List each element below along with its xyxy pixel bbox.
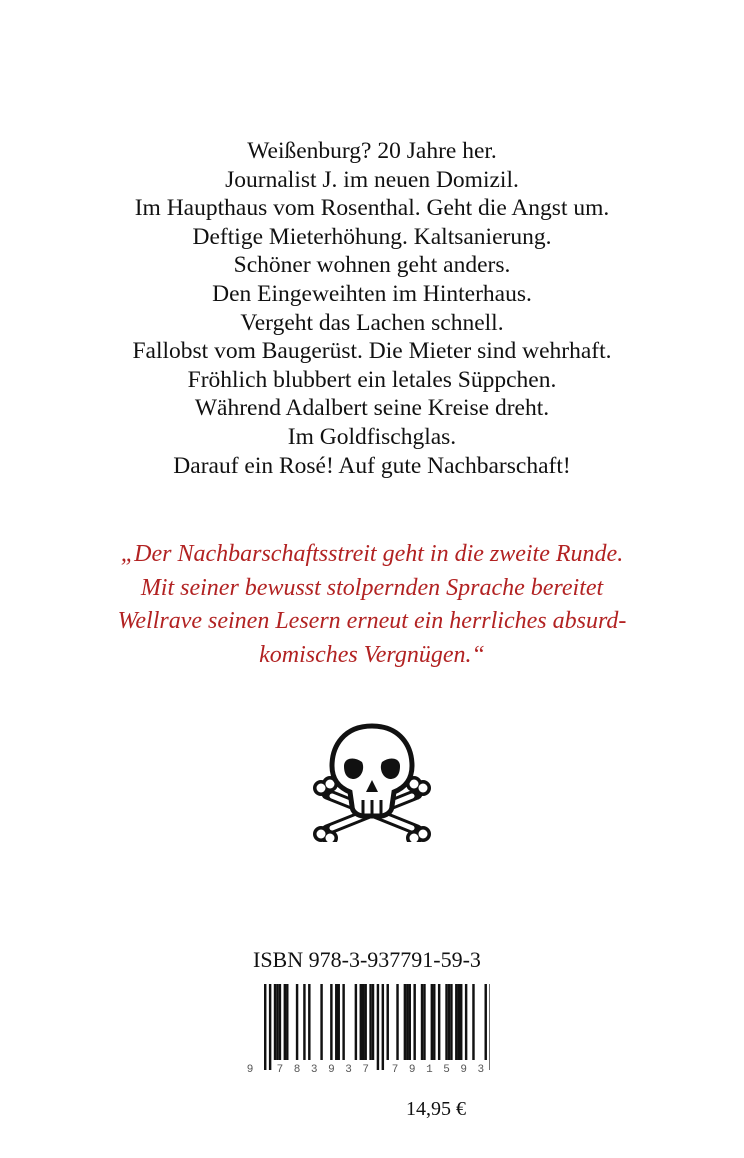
barcode-bar <box>450 984 452 1060</box>
blurb-line: Deftige Mieterhöhung. Kaltsanierung. <box>192 223 552 250</box>
barcode-bar <box>286 984 288 1060</box>
barcode-digit: 3 <box>345 1064 352 1074</box>
isbn-label: ISBN 978-3-937791-59-3 <box>253 947 481 972</box>
barcode-bar <box>377 984 379 1070</box>
barcode-bar <box>360 984 362 1060</box>
barcode-bar <box>431 984 433 1060</box>
quote-line: Wellrave seinen Lesern erneut ein herrliches absurd- <box>117 608 627 634</box>
blurb-line: Schöner wohnen geht anders. <box>233 252 511 279</box>
barcode-bar <box>264 984 266 1070</box>
barcode-digit: 7 <box>362 1064 369 1074</box>
barcode-digit: 5 <box>443 1064 450 1074</box>
barcode-bar <box>372 984 374 1060</box>
barcode-digit: 9 <box>328 1064 335 1074</box>
barcode-bar <box>421 984 423 1060</box>
barcode-bar <box>460 984 462 1060</box>
barcode-bar <box>409 984 411 1060</box>
barcode-bar <box>308 984 310 1060</box>
barcode-bar <box>362 984 364 1060</box>
barcode-bar <box>296 984 298 1060</box>
blurb-line: Während Adalbert seine Kreise dreht. <box>194 395 550 422</box>
barcode-bar <box>489 984 490 1070</box>
barcode-bar <box>269 984 271 1070</box>
skull-and-crossbones-icon <box>310 722 434 842</box>
barcode-bar <box>279 984 281 1060</box>
barcode-bar <box>433 984 435 1060</box>
blurb-line: Vergeht das Lachen schnell. <box>240 309 504 336</box>
barcode-bar <box>387 984 389 1060</box>
blurb-line: Im Goldfischglas. <box>287 423 457 450</box>
blurb-line: Journalist J. im neuen Domizil. <box>225 166 519 193</box>
blurb-line: Weißenburg? 20 Jahre her. <box>247 138 497 164</box>
barcode-bar <box>382 984 384 1070</box>
barcode-bar <box>406 984 408 1060</box>
blurb-line: Darauf ein Rosé! Auf gute Nachbarschaft! <box>173 452 571 479</box>
barcode <box>240 978 490 1074</box>
barcode-digit: 3 <box>477 1064 485 1074</box>
barcode-bar <box>465 984 467 1060</box>
barcode-bar <box>485 984 487 1060</box>
barcode-digit: 9 <box>408 1064 416 1074</box>
price-label: 14,95 € <box>406 1098 466 1120</box>
barcode-digit: 9 <box>460 1064 467 1074</box>
barcode-bar <box>330 984 332 1060</box>
barcode-bar <box>364 984 366 1060</box>
blurb-line: Den Eingeweihten im Hinterhaus. <box>212 280 532 307</box>
barcode-bar <box>396 984 398 1060</box>
barcode-bar <box>438 984 440 1060</box>
barcode-digit: 7 <box>391 1064 399 1074</box>
quote-line: Mit seiner bewusst stolpernden Sprache bereitet <box>140 574 604 601</box>
barcode-digit: 3 <box>310 1064 318 1074</box>
barcode-digit: 1 <box>426 1064 433 1074</box>
barcode-bar <box>404 984 406 1060</box>
barcode-bar <box>423 984 425 1060</box>
quote-line: komisches Vergnügen.“ <box>259 641 485 668</box>
barcode-bar <box>274 984 276 1060</box>
blurb-line: Fröhlich blubbert ein letales Süppchen. <box>187 366 557 393</box>
barcode-bar <box>338 984 340 1060</box>
barcode-bar <box>335 984 337 1060</box>
review-quote <box>0 538 744 672</box>
barcode-digit: 8 <box>293 1064 301 1074</box>
barcode-bar <box>448 984 450 1060</box>
barcode-bar <box>458 984 460 1060</box>
barcode-bar <box>320 984 322 1060</box>
barcode-bar <box>284 984 286 1060</box>
barcode-bar <box>342 984 344 1060</box>
blurb-line: Fallobst vom Baugerüst. Die Mieter sind wehrhaft. <box>132 338 612 365</box>
quote-line: „Der Nachbarschaftsstreit geht in die zweite Runde. <box>120 541 624 567</box>
barcode-bar <box>303 984 305 1060</box>
barcode-bar <box>472 984 474 1060</box>
barcode-bar <box>413 984 415 1060</box>
barcode-bar <box>369 984 371 1060</box>
blurb-text <box>0 137 744 480</box>
barcode-bar <box>276 984 278 1060</box>
barcode-bar <box>355 984 357 1060</box>
barcode-digit: 7 <box>276 1064 284 1074</box>
barcode-bar <box>445 984 447 1060</box>
barcode-bar <box>455 984 457 1060</box>
blurb-line: Im Haupthaus vom Rosenthal. Geht die Angst um. <box>134 195 610 222</box>
barcode-digit: 9 <box>246 1064 254 1074</box>
